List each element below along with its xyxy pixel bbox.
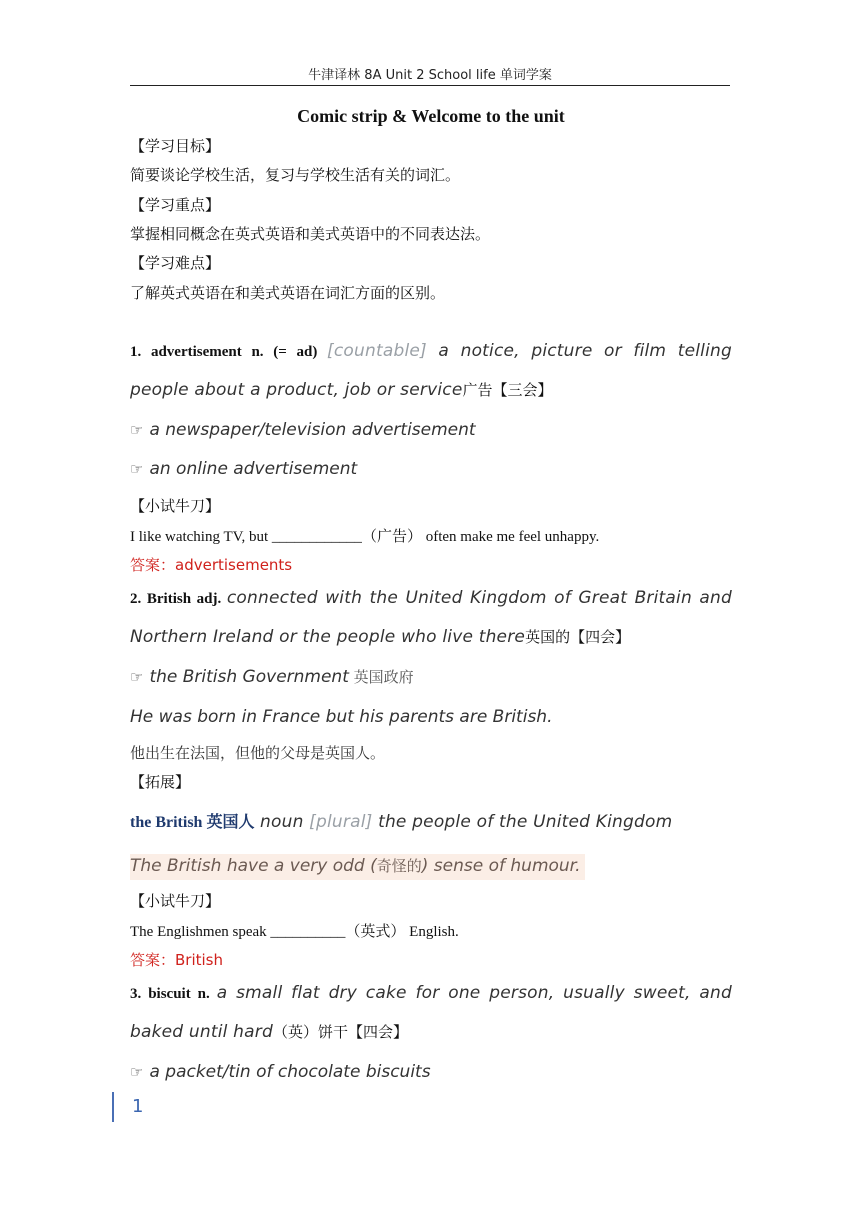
entry-2-sentence: He was born in France but his parents are British. xyxy=(130,707,553,727)
entry-1-def-2: people about a product, job or service xyxy=(130,380,463,400)
difficult-label: 【学习难点】 xyxy=(130,254,221,272)
entry-2-practice-a: The Englishmen speak __________ xyxy=(130,924,346,940)
entry-2-practice xyxy=(130,921,732,942)
entry-2-ext-def: the people of the United Kingdom xyxy=(372,812,673,832)
entry-1-answer: 答案：advertisements xyxy=(130,556,293,574)
entry-2-extend-label: 【拓展】 xyxy=(130,773,191,791)
entry-3-example-1-text: a packet/tin of chocolate biscuits xyxy=(149,1062,431,1082)
entry-2-ext-pos: noun xyxy=(260,812,310,832)
entry-2-line-1 xyxy=(130,588,732,609)
entry-1-def-1: a notice, picture or film telling xyxy=(426,341,732,361)
entry-1-practice-label: 【小试牛刀】 xyxy=(130,497,221,515)
entry-1-tag: [countable] xyxy=(327,341,427,361)
entry-2-ext-word: the British xyxy=(130,814,207,831)
pointing-hand-icon: ☞ xyxy=(130,460,144,478)
entry-1-practice-b: often make me feel unhappy. xyxy=(421,529,600,545)
entry-2-example-1-cn: 英国政府 xyxy=(348,668,414,686)
entry-2-ext-cn: 英国人 xyxy=(206,812,261,831)
entry-2-line-2 xyxy=(130,627,732,647)
pointing-hand-icon: ☞ xyxy=(130,668,144,686)
entry-1-headword: 1. advertisement n. (= ad) xyxy=(130,344,328,360)
entry-2-example-1-text: the British Government xyxy=(149,667,349,687)
entry-3-example-1 xyxy=(130,1062,732,1082)
entry-2-def-2: Northern Ireland or the people who live there xyxy=(130,627,526,647)
entry-3-def-1: a small flat dry cake for one person, usually sweet, and xyxy=(216,983,732,1003)
entry-2-ext-example-a: The British have a very odd ( xyxy=(130,856,377,876)
entry-2-ext-example-highlight xyxy=(130,854,585,880)
entry-1-practice-cn: （广告） xyxy=(361,527,422,545)
header-rule xyxy=(130,85,730,86)
entry-2-answer: 答案：British xyxy=(130,951,223,969)
entry-2-ext-example-cn: 奇怪的 xyxy=(376,857,422,875)
entry-1-line-1 xyxy=(130,341,732,362)
entry-1-line-2 xyxy=(130,380,732,400)
entry-2-ext-tag: [plural] xyxy=(309,812,373,832)
entry-2-cn: 英国的【四会】 xyxy=(525,628,631,646)
key-text: 掌握相同概念在英式英语和美式英语中的不同表达法。 xyxy=(130,225,491,243)
entry-3-headword: 3. biscuit n. xyxy=(130,986,217,1002)
entry-2-def-1: connected with the United Kingdom of Great Britain and xyxy=(226,588,732,608)
pointing-hand-icon: ☞ xyxy=(130,421,144,439)
page-header: 牛津译林 8A Unit 2 School life 单词学案 xyxy=(308,68,552,83)
entry-1-example-2 xyxy=(130,459,732,479)
entry-3-cn: （英）饼干【四会】 xyxy=(272,1023,408,1041)
key-label: 【学习重点】 xyxy=(130,196,221,214)
entry-1-example-1 xyxy=(130,420,732,440)
entry-3-def-2: baked until hard xyxy=(130,1022,273,1042)
entry-2-example-1 xyxy=(130,667,732,687)
entry-2-ext-example-b: ) sense of humour. xyxy=(421,856,581,876)
entry-2-extension xyxy=(130,812,732,833)
page-number: 1 xyxy=(112,1092,143,1122)
entry-1-example-1-text: a newspaper/television advertisement xyxy=(149,420,476,440)
entry-1-practice-a: I like watching TV, but ____________ xyxy=(130,529,362,545)
entry-2-headword: 2. British adj. xyxy=(130,591,227,607)
entry-3-line-1 xyxy=(130,983,732,1004)
entry-2-practice-b: English. xyxy=(405,924,459,940)
difficult-text: 了解英式英语在和美式英语在词汇方面的区别。 xyxy=(130,284,446,302)
entry-1-practice xyxy=(130,526,732,547)
entry-2-ext-example xyxy=(130,856,732,876)
pointing-hand-icon: ☞ xyxy=(130,1063,144,1081)
entry-3-line-2 xyxy=(130,1022,732,1042)
goal-text: 简要谈论学校生活，复习与学校生活有关的词汇。 xyxy=(130,166,461,184)
entry-1-cn: 广告【三会】 xyxy=(462,381,553,399)
entry-1-example-2-text: an online advertisement xyxy=(149,459,358,479)
goal-label: 【学习目标】 xyxy=(130,137,221,155)
entry-2-practice-cn: （英式） xyxy=(345,922,406,940)
entry-2-sentence-cn: 他出生在法国，但他的父母是英国人。 xyxy=(130,744,386,762)
entry-2-practice-label: 【小试牛刀】 xyxy=(130,892,221,910)
lesson-title: Comic strip & Welcome to the unit xyxy=(297,106,565,126)
